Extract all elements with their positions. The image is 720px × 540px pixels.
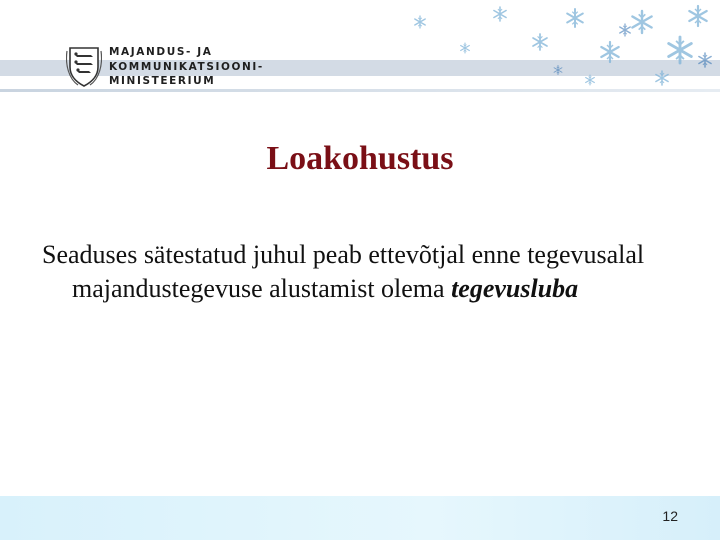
ministry-name xyxy=(109,45,264,89)
ministry-line-2: KOMMUNIKATSIOONI- xyxy=(109,60,264,73)
body-emphasis: tegevusluba xyxy=(451,274,579,303)
ministry-line-1: MAJANDUS- JA xyxy=(109,46,213,58)
ministry-line-3: MINISTEERIUM xyxy=(109,75,216,87)
estonian-coat-of-arms-icon xyxy=(66,45,102,87)
slide-title: Loakohustus xyxy=(266,140,454,177)
page-number: 12 xyxy=(662,508,678,524)
body-text: Seaduses sätestatud juhul peab ettevõtjal enne tegevusalal majandustegevuse alustamist olema xyxy=(42,240,645,303)
slide-body xyxy=(42,238,712,306)
snowflake-pattern-icon xyxy=(380,0,720,92)
slide-footer xyxy=(0,496,720,540)
slide-header xyxy=(0,0,720,92)
